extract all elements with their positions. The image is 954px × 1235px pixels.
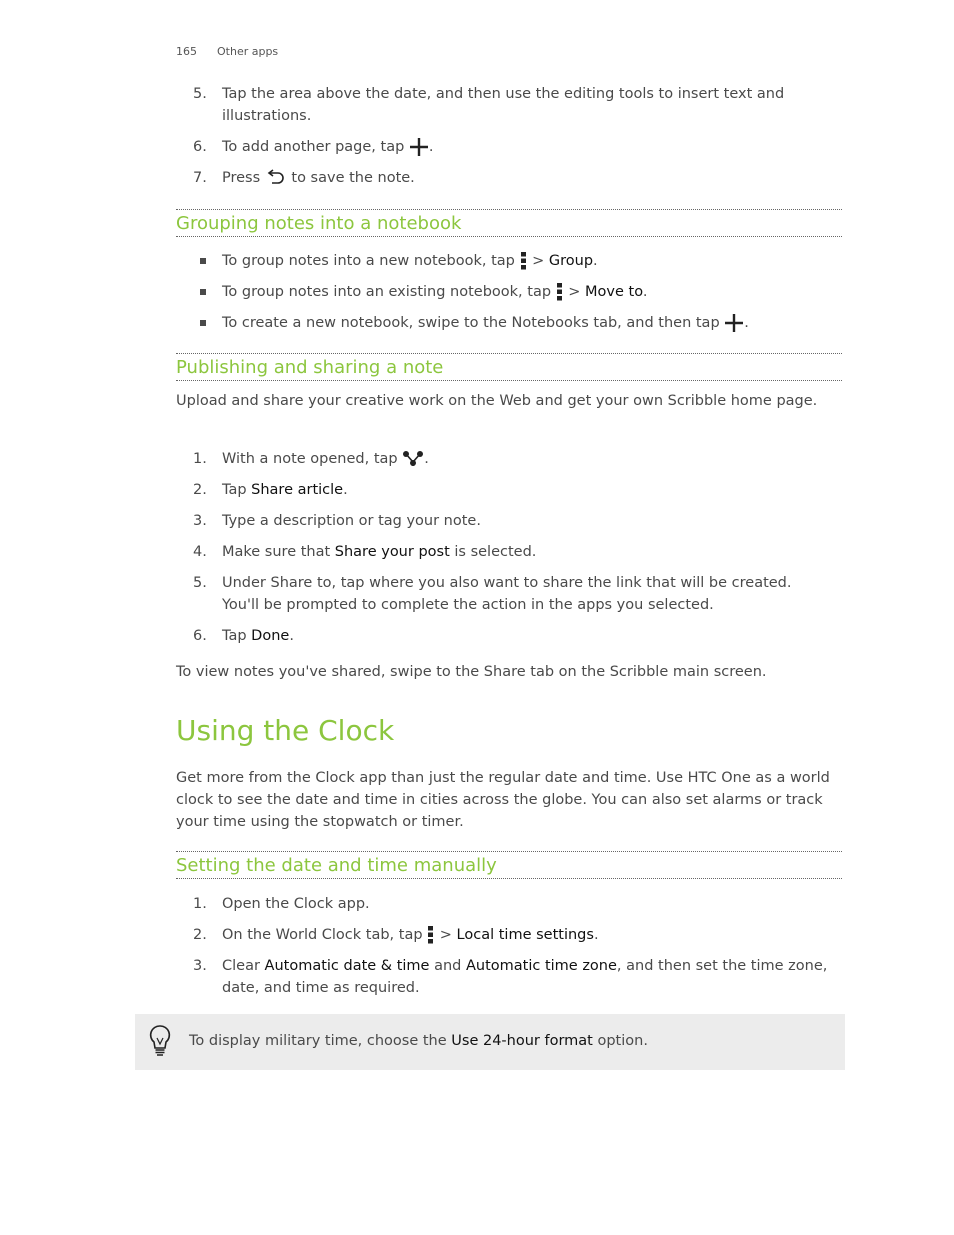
lightbulb-icon xyxy=(149,1024,171,1058)
step-number: 1. xyxy=(193,896,207,912)
section-rule xyxy=(176,878,842,879)
section-heading: Setting the date and time manually xyxy=(176,855,497,876)
section-heading: Publishing and sharing a note xyxy=(176,357,444,378)
section-name: Other apps xyxy=(217,45,279,58)
step-number: 4. xyxy=(193,544,207,560)
page-number: 165 xyxy=(176,45,197,58)
step-number: 2. xyxy=(193,927,207,943)
step-number: 5. xyxy=(193,86,207,102)
step-text: Under Share to, tap where you also want to share the link that will be created. You'll be prompted to complete the action in the apps you selected. xyxy=(222,575,792,613)
step-text: Tap Done. xyxy=(222,628,294,644)
more-vertical-icon xyxy=(556,282,564,302)
step-number: 5. xyxy=(193,575,207,591)
step-text: Press to save the note. xyxy=(222,170,415,186)
section-rule xyxy=(176,236,842,237)
bullet xyxy=(200,320,206,326)
step-text: Tap the area above the date, and then use the editing tools to insert text and illustrations. xyxy=(222,86,785,124)
section-rule xyxy=(176,851,842,852)
step-text: Tap Share article. xyxy=(222,482,348,498)
more-vertical-icon xyxy=(520,251,528,271)
section-rule xyxy=(176,209,842,210)
bullet xyxy=(200,258,206,264)
tip-box xyxy=(135,1014,845,1070)
section-rule xyxy=(176,353,842,354)
chapter-heading: Using the Clock xyxy=(176,714,395,747)
step-number: 3. xyxy=(193,958,207,974)
share-icon xyxy=(402,450,424,468)
list-item: To group notes into a new notebook, tap > Group. xyxy=(222,253,598,269)
outro-paragraph: To view notes you've shared, swipe to the Share tab on the Scribble main screen. xyxy=(176,664,767,680)
step-number: 7. xyxy=(193,170,207,186)
list-item: To group notes into an existing notebook, tap > Move to. xyxy=(222,284,648,300)
step-number: 2. xyxy=(193,482,207,498)
step-number: 1. xyxy=(193,451,207,467)
tip-text: To display military time, choose the Use 24-hour format option. xyxy=(189,1033,648,1049)
step-text: With a note opened, tap . xyxy=(222,451,429,467)
plus-icon xyxy=(409,137,429,157)
step-text: Type a description or tag your note. xyxy=(222,513,481,529)
more-vertical-icon xyxy=(427,925,435,945)
step-number: 6. xyxy=(193,628,207,644)
step-text: Open the Clock app. xyxy=(222,896,370,912)
step-number: 3. xyxy=(193,513,207,529)
intro-paragraph: Get more from the Clock app than just the regular date and time. Use HTC One as a world clock to see the date and time in cities across the globe. You can also set alarms or track your time using the stopwatch or timer. xyxy=(176,770,830,830)
step-text: Clear Automatic date & time and Automatic time zone, and then set the time zone, date, and time as required. xyxy=(222,958,828,996)
back-arrow-icon xyxy=(265,169,287,187)
bullet xyxy=(200,289,206,295)
step-number: 6. xyxy=(193,139,207,155)
section-heading: Grouping notes into a notebook xyxy=(176,213,462,234)
step-text: On the World Clock tab, tap > Local time settings. xyxy=(222,927,599,943)
step-text: To add another page, tap . xyxy=(222,139,434,155)
step-text: Make sure that Share your post is selected. xyxy=(222,544,537,560)
section-rule xyxy=(176,380,842,381)
plus-icon xyxy=(724,313,744,333)
list-item: To create a new notebook, swipe to the Notebooks tab, and then tap . xyxy=(222,315,749,331)
intro-paragraph: Upload and share your creative work on the Web and get your own Scribble home page. xyxy=(176,393,818,409)
